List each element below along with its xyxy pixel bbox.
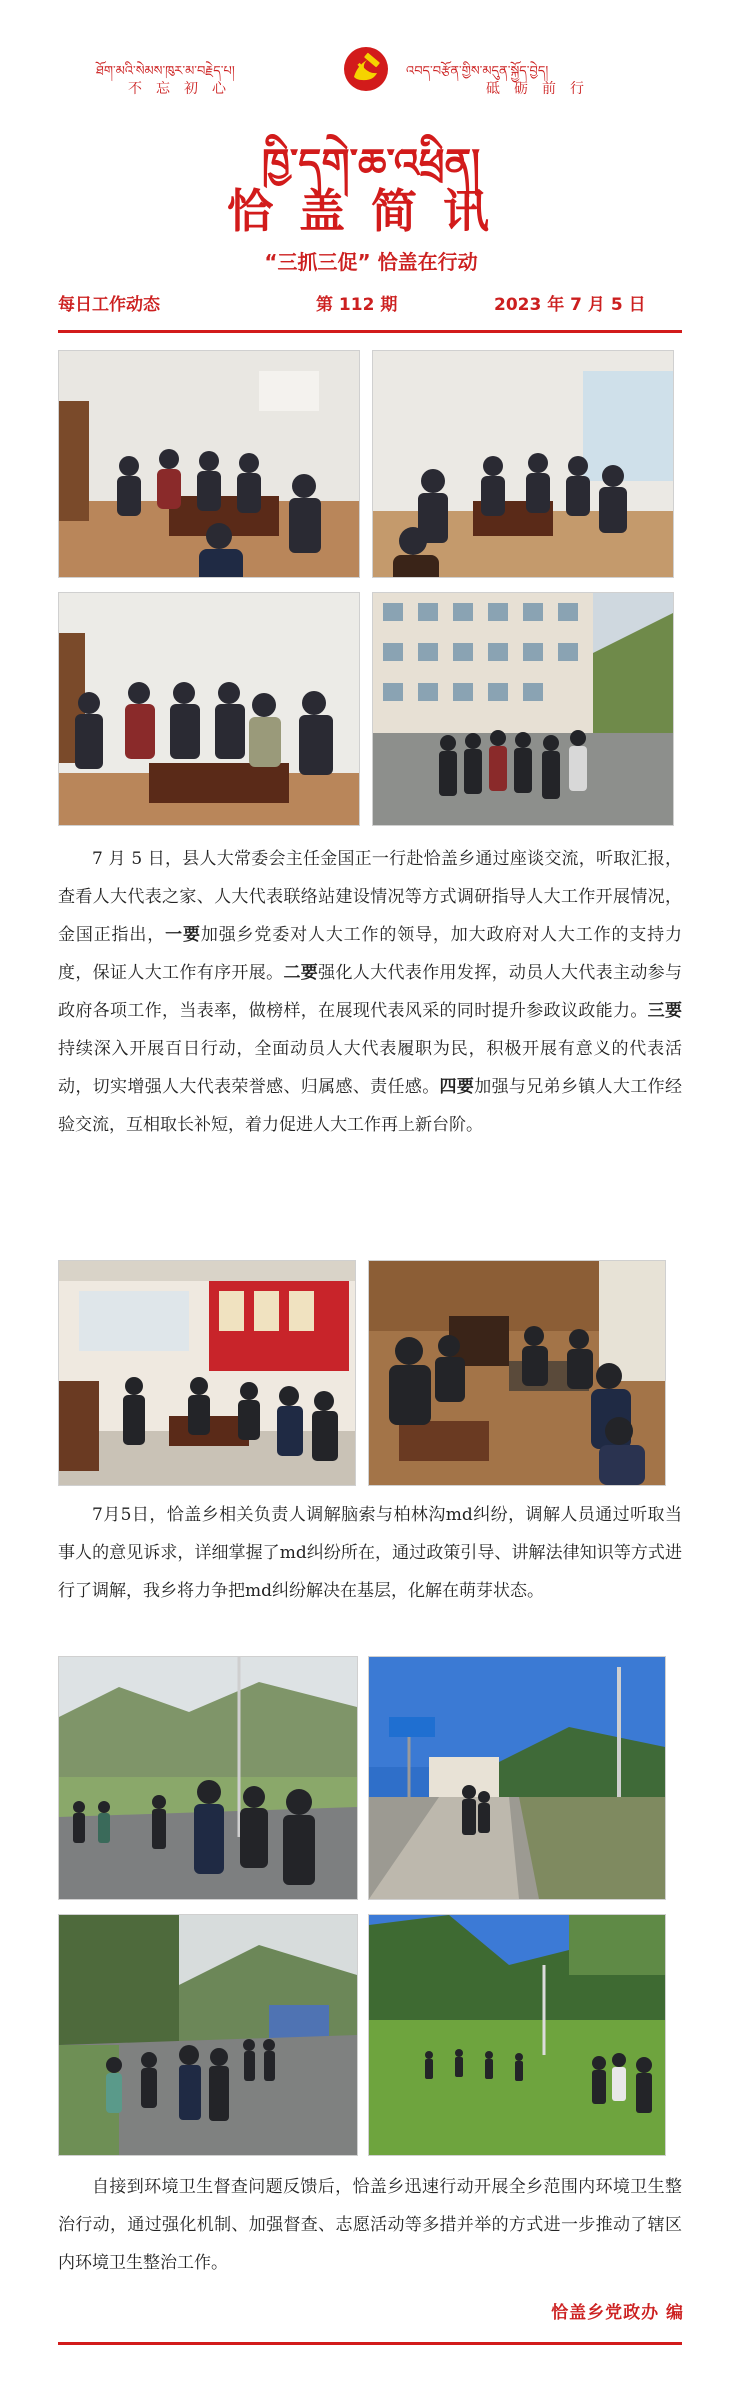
tibetan-title: ཁྱི་དགེ་ཆ་འཕྲིན། xyxy=(261,141,481,187)
section2-paragraph: 7月5日，恰盖乡相关负责人调解脑索与柏林沟md纠纷，调解人员通过听取当事人的意见诉求，详细掌握了md纠纷所在，通过政策引导、讲解法律知识等方式进行了调解，我乡将力争把md纠纷解决在基层，化解在萌芽状态。 xyxy=(58,1505,682,1601)
section1-text-3: 强化人大代表作用发挥，动员人大代表主动参与政府各项工作，当表率，做榜样，在展现代表风采的同时提升参政议政能力。 xyxy=(58,963,683,1021)
road-sign-photo xyxy=(368,1656,666,1900)
section1-text-4: 持续深入开展百日行动，全面动员人大代表履职为民，积极开展有意义的代表活动，切实增强人大代表荣誉感、归属感、责任感。 xyxy=(58,1039,682,1097)
page-subtitle: “三抓三促” 恰盖在行动 xyxy=(264,250,478,274)
page-title: 恰盖简讯 xyxy=(227,184,515,238)
mediation-photo-2 xyxy=(368,1260,666,1486)
section1-text-1: 7 月 5 日，县人大常委会主任金国正一行赴恰盖乡通过座谈交流，听取汇报，查看人大代表之家、人大代表联络站建设情况等方式调研指导人大工作开展情况，金国正指出， xyxy=(58,849,682,945)
road-rain-photo xyxy=(58,1914,358,2156)
tibetan-slogan-left: ཐོག་མའི་སེམས་ཁུར་མ་བརྗེད་པ། xyxy=(96,64,235,79)
meadow-cleanup-photo xyxy=(368,1914,666,2156)
meeting-photo-1 xyxy=(58,350,360,578)
section3-paragraph: 自接到环境卫生督查问题反馈后，恰盖乡迅速行动开展全乡范围内环境卫生整治行动，通过强化机制、加强督查、志愿活动等多措并举的方式进一步推动了辖区内环境卫生整治工作。 xyxy=(58,2177,682,2273)
section1-paragraph xyxy=(58,840,682,1144)
section1-point-4: 四要 xyxy=(439,1077,475,1097)
meeting-photo-3 xyxy=(58,592,360,826)
issue-number: 第 112 期 xyxy=(316,295,398,315)
section1-point-2: 二要 xyxy=(283,963,319,983)
section1-text-5: 加强与兄弟乡镇人大工作经验交流，互相取长补短，着力促进人大工作再上新台阶。 xyxy=(58,1077,683,1135)
village-road-photo xyxy=(58,1656,358,1900)
section1-point-3: 三要 xyxy=(647,1001,682,1021)
meeting-photo-2 xyxy=(372,350,674,578)
party-emblem-icon xyxy=(343,46,389,92)
issue-label: 每日工作动态 xyxy=(58,295,160,315)
mediation-photo-1 xyxy=(58,1260,356,1486)
section1-text-2: 加强乡党委对人大工作的领导，加大政府对人大工作的支持力度，保证人大工作有序开展。 xyxy=(58,925,683,983)
editor-credit: 恰盖乡党政办 编 xyxy=(551,2303,684,2323)
footer-divider xyxy=(58,2342,682,2345)
building-visit-photo xyxy=(372,592,674,826)
header-divider xyxy=(58,330,682,333)
chinese-slogan-right: 砥砺前行 xyxy=(486,81,598,97)
issue-date: 2023 年 7 月 5 日 xyxy=(494,295,646,315)
tibetan-slogan-right: འབད་བརྩོན་གྱིས་མདུན་སྐྱོད་བྱེད། xyxy=(406,64,549,79)
chinese-slogan-left: 不忘初心 xyxy=(128,81,240,97)
section1-point-1: 一要 xyxy=(165,925,201,945)
